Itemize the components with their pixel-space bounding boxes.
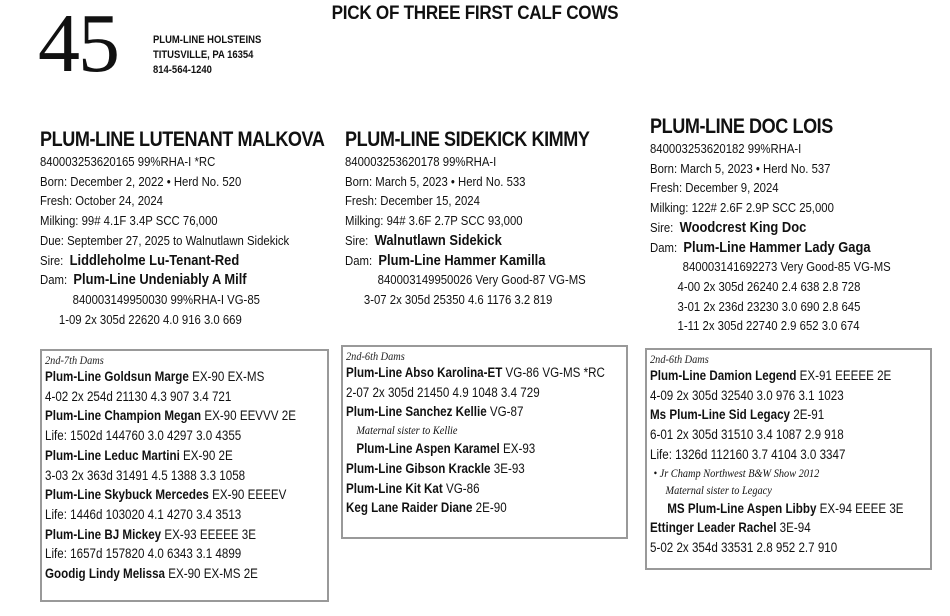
consignor-phone: 814-564-1240 <box>153 64 212 76</box>
ancestor-name: Plum-Line Leduc Martini <box>45 447 180 463</box>
due-line: Due: September 27, 2025 to Walnutlawn Sidekick <box>40 232 290 248</box>
ancestor-line <box>45 446 296 466</box>
record-line: Life: 1502d 144760 3.0 4297 3.0 4355 <box>45 428 242 444</box>
ancestor-score: EX-90 EEEEV <box>208 487 287 503</box>
ancestor-name: Plum-Line Gibson Krackle <box>346 460 491 476</box>
dam-label: Dam: <box>40 272 68 288</box>
dam-name: Plum-Line Hammer Lady Gaga <box>683 238 871 256</box>
dam-record: 3-07 2x 305d 25350 4.6 1176 3.2 819 <box>363 291 553 307</box>
born-line: Born: December 2, 2022 • Herd No. 520 <box>40 173 242 189</box>
cow-details <box>40 152 324 329</box>
cow-details <box>650 139 891 336</box>
cow-1 <box>40 128 371 329</box>
ancestor-line <box>346 459 605 479</box>
fresh-line: Fresh: December 9, 2024 <box>650 180 779 196</box>
ancestor-name: Plum-Line Goldsun Marge <box>45 369 189 384</box>
ancestor-line <box>346 363 605 383</box>
record-line: 2-07 2x 305d 21450 4.9 1048 3.4 729 <box>346 384 540 400</box>
record-line: Life: 1326d 112160 3.7 4104 3.0 3347 <box>650 446 846 462</box>
ancestor-name: Plum-Line Abso Karolina-ET <box>346 365 503 380</box>
sire-name: Walnutlawn Sidekick <box>374 231 502 249</box>
sire-line <box>40 251 324 271</box>
fresh-line: Fresh: October 24, 2024 <box>40 193 163 209</box>
cow-name: PLUM-LINE LUTENANT MALKOVA <box>40 128 325 151</box>
ancestor-line <box>346 439 605 459</box>
dam-label: Dam: <box>345 252 373 268</box>
dam-record: 1-11 2x 305d 22740 2.9 652 3.0 674 <box>677 318 860 334</box>
ancestor-line <box>650 366 904 386</box>
pedigree-content <box>45 353 296 584</box>
ancestor-line <box>346 402 605 422</box>
id-line: 840003253620182 99%RHA-I <box>650 141 802 156</box>
lot-number: 45 <box>38 0 118 90</box>
cow-name: PLUM-LINE SIDEKICK KIMMY <box>345 128 590 151</box>
ancestor-score: EX-90 2E <box>179 447 233 463</box>
cow-details <box>345 152 590 310</box>
dam-name: Plum-Line Undeniably A Milf <box>73 271 247 289</box>
ancestor-line <box>346 479 605 499</box>
cow-3 <box>650 115 930 336</box>
dam-line <box>40 270 324 290</box>
milking-line: Milking: 99# 4.1F 3.4P SCC 76,000 <box>40 213 218 229</box>
dam-line <box>345 251 590 271</box>
ancestor-score: EX-90 EEVVV 2E <box>201 408 296 424</box>
ancestor-line <box>45 525 296 545</box>
pedigree-note: Maternal sister to Legacy <box>665 482 772 497</box>
sire-line <box>650 218 891 238</box>
consignor-name: PLUM-LINE HOLSTEINS <box>153 34 262 46</box>
fresh-line: Fresh: December 15, 2024 <box>345 193 480 209</box>
sire-label: Sire: <box>650 219 674 235</box>
ancestor-score: EX-90 EX-MS <box>188 369 265 384</box>
ancestor-score: 3E-94 <box>776 520 811 536</box>
ancestor-score: EX-90 EX-MS 2E <box>164 566 258 582</box>
ancestor-line <box>45 367 296 387</box>
pedigree-note: Maternal sister to Kellie <box>356 423 458 438</box>
record-line: 6-01 2x 305d 31510 3.4 1087 2.9 918 <box>650 427 844 443</box>
dam-record: 4-00 2x 305d 26240 2.4 638 2.8 728 <box>677 278 861 294</box>
record-line: 5-02 2x 354d 33531 2.8 952 2.7 910 <box>650 539 838 555</box>
ancestor-score: EX-93 <box>499 441 536 457</box>
dam-id: 840003149950030 99%RHA-I VG-85 <box>72 291 260 307</box>
dam-record: 3-01 2x 236d 23230 3.0 690 2.8 645 <box>677 298 861 314</box>
ancestor-score: EX-93 EEEEE 3E <box>161 526 257 542</box>
pedigree-box-3 <box>645 348 932 570</box>
dam-line <box>650 238 891 258</box>
consignor-city: TITUSVILLE, PA 16354 <box>153 49 254 61</box>
record-line: 3-03 2x 363d 31491 4.5 1388 3.3 1058 <box>45 467 246 483</box>
id-line: 840003253620178 99%RHA-I <box>345 154 497 169</box>
sire-name: Liddleholme Lu-Tenant-Red <box>69 251 240 269</box>
ancestor-score: VG-86 <box>442 480 480 496</box>
ancestor-line <box>45 564 296 584</box>
record-line: Life: 1446d 103020 4.1 4270 3.4 3513 <box>45 506 242 522</box>
cow-name: PLUM-LINE DOC LOIS <box>650 115 833 138</box>
ancestor-score: VG-86 VG-MS *RC <box>502 365 605 380</box>
milking-line: Milking: 122# 2.6F 2.9P SCC 25,000 <box>650 200 834 216</box>
ancestor-name: Plum-Line Kit Kat <box>346 480 443 496</box>
ancestor-score: EX-94 EEEE 3E <box>816 500 904 516</box>
sire-label: Sire: <box>345 232 369 248</box>
ancestor-name: Ms Plum-Line Sid Legacy <box>650 407 791 423</box>
id-line: 840003253620165 99%RHA-I *RC <box>40 154 216 169</box>
ancestor-name: Plum-Line Aspen Karamel <box>356 441 500 457</box>
dam-id: 840003149950026 Very Good-87 VG-MS <box>377 272 586 288</box>
ancestor-line <box>650 499 904 519</box>
ancestor-line <box>650 518 904 538</box>
ancestor-name: Ettinger Leader Rachel <box>650 520 777 536</box>
sire-name: Woodcrest King Doc <box>679 218 807 236</box>
ancestor-name: Plum-Line Champion Megan <box>45 408 202 424</box>
ancestor-name: Plum-Line BJ Mickey <box>45 526 162 542</box>
record-line: Life: 1657d 157820 4.0 6343 3.1 4899 <box>45 546 242 562</box>
ancestor-line <box>45 406 296 426</box>
born-line: Born: March 5, 2023 • Herd No. 537 <box>650 160 831 176</box>
ancestor-name: Plum-Line Damion Legend <box>650 368 797 383</box>
ancestor-score: EX-91 EEEEE 2E <box>796 368 892 383</box>
born-line: Born: March 5, 2023 • Herd No. 533 <box>345 173 526 189</box>
sire-label: Sire: <box>40 252 64 268</box>
ancestor-name: Plum-Line Sanchez Kellie <box>346 404 487 420</box>
record-line: 4-02 2x 254d 21130 4.3 907 3.4 721 <box>45 388 232 404</box>
ancestor-name: Plum-Line Skybuck Mercedes <box>45 487 209 503</box>
pedigree-content <box>346 349 605 518</box>
pedigree-note: • Jr Champ Northwest B&W Show 2012 <box>653 465 820 480</box>
ancestor-name: Goodig Lindy Melissa <box>45 566 165 582</box>
cow-2 <box>345 128 629 310</box>
milking-line: Milking: 94# 3.6F 2.7P SCC 93,000 <box>345 213 523 229</box>
dam-name: Plum-Line Hammer Kamilla <box>378 251 546 269</box>
pedigree-header: 2nd-6th Dams <box>650 352 709 366</box>
pedigree-box-2 <box>341 345 628 539</box>
pedigree-header: 2nd-7th Dams <box>45 353 104 367</box>
dam-label: Dam: <box>650 239 678 255</box>
ancestor-line <box>45 485 296 505</box>
ancestor-name: Keg Lane Raider Diane <box>346 500 473 516</box>
ancestor-line <box>346 498 605 518</box>
pedigree-header: 2nd-6th Dams <box>346 349 405 363</box>
dam-id: 840003141692273 Very Good-85 VG-MS <box>682 259 891 275</box>
dam-record: 1-09 2x 305d 22620 4.0 916 3.0 669 <box>58 311 242 327</box>
ancestor-score: 3E-93 <box>490 460 525 476</box>
ancestor-name: MS Plum-Line Aspen Libby <box>667 500 817 516</box>
ancestor-score: VG-87 <box>486 404 524 420</box>
consignor-block <box>153 33 261 78</box>
record-line: 4-09 2x 305d 32540 3.0 976 3.1 1023 <box>650 387 844 403</box>
sire-line <box>345 231 590 251</box>
ancestor-line <box>650 405 904 425</box>
ancestor-score: 2E-90 <box>472 500 507 516</box>
page-title: PICK OF THREE FIRST CALF COWS <box>331 3 619 24</box>
ancestor-score: 2E-91 <box>790 407 825 423</box>
pedigree-box-1 <box>40 349 329 602</box>
pedigree-content <box>650 352 904 558</box>
